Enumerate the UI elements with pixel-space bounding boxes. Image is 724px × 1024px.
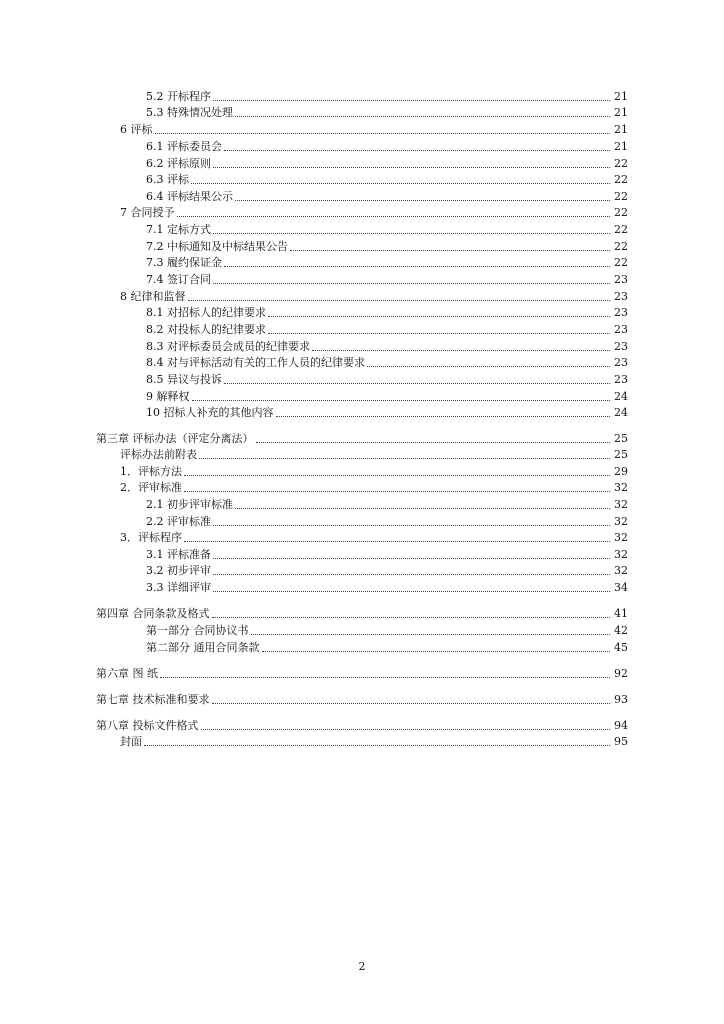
toc-entry-page: 23 bbox=[614, 273, 628, 286]
toc-entry-page: 22 bbox=[614, 256, 628, 269]
toc-entry-page: 92 bbox=[614, 667, 628, 680]
toc-entry-label: 3.3 详细评审 bbox=[146, 581, 211, 594]
toc-entry-page: 23 bbox=[614, 306, 628, 319]
toc-entry-label: 8.2 对投标人的纪律要求 bbox=[146, 323, 266, 336]
toc-entry[interactable] bbox=[0, 605, 724, 621]
toc-leader-dots bbox=[188, 299, 611, 301]
toc-leader-dots bbox=[212, 702, 611, 704]
toc-entry-page: 24 bbox=[614, 390, 628, 403]
toc-leader-dots bbox=[290, 249, 610, 251]
toc-leader-dots bbox=[224, 149, 610, 151]
toc-leader-dots bbox=[199, 457, 610, 459]
toc-entry[interactable] bbox=[0, 579, 724, 595]
toc-entry-label: 5.3 特殊情况处理 bbox=[146, 106, 233, 119]
toc-entry[interactable] bbox=[0, 404, 724, 420]
toc-leader-dots bbox=[213, 557, 610, 559]
toc-entry[interactable] bbox=[0, 691, 724, 707]
toc-leader-dots bbox=[268, 332, 610, 334]
toc-leader-dots bbox=[213, 99, 610, 101]
toc-entry-page: 95 bbox=[614, 735, 628, 748]
toc-entry-label: 第六章 图 纸 bbox=[96, 667, 158, 680]
toc-entry[interactable] bbox=[0, 204, 724, 220]
toc-entry[interactable] bbox=[0, 622, 724, 638]
toc-entry-page: 41 bbox=[614, 607, 628, 620]
toc-entry-page: 93 bbox=[614, 693, 628, 706]
toc-entry-label: 第三章 评标办法（评定分离法） bbox=[96, 432, 254, 445]
toc-leader-dots bbox=[155, 132, 611, 134]
toc-entry-label: 1．评标方法 bbox=[120, 465, 182, 478]
toc-entry-page: 21 bbox=[614, 106, 628, 119]
toc-entry-label: 8.3 对评标委员会成员的纪律要求 bbox=[146, 340, 310, 353]
toc-leader-dots bbox=[160, 676, 610, 678]
toc-entry-label: 3.2 初步评审 bbox=[146, 564, 211, 577]
toc-entry-page: 32 bbox=[614, 564, 628, 577]
toc-entry[interactable] bbox=[0, 288, 724, 304]
toc-entry-label: 2．评审标准 bbox=[120, 481, 182, 494]
toc-entry-page: 23 bbox=[614, 373, 628, 386]
toc-entry-page: 45 bbox=[614, 641, 628, 654]
toc-leader-dots bbox=[213, 590, 610, 592]
toc-entry-page: 25 bbox=[614, 432, 628, 445]
toc-entry-page: 32 bbox=[614, 498, 628, 511]
toc-leader-dots bbox=[184, 474, 610, 476]
toc-entry[interactable] bbox=[0, 479, 724, 495]
toc-entry[interactable] bbox=[0, 463, 724, 479]
toc-entry-label: 评标办法前附表 bbox=[120, 448, 197, 461]
toc-leader-dots bbox=[184, 490, 610, 492]
toc-leader-dots bbox=[251, 633, 611, 635]
toc-entry-page: 22 bbox=[614, 157, 628, 170]
toc-entry-page: 32 bbox=[614, 481, 628, 494]
toc-entry-label: 6.3 评标 bbox=[146, 173, 189, 186]
toc-entry[interactable] bbox=[0, 529, 724, 545]
toc-entry-page: 23 bbox=[614, 323, 628, 336]
toc-entry-page: 32 bbox=[614, 531, 628, 544]
toc-entry-label: 6 评标 bbox=[120, 123, 153, 136]
toc-entry[interactable] bbox=[0, 155, 724, 171]
toc-entry-label: 7.2 中标通知及中标结果公告 bbox=[146, 240, 288, 253]
toc-entry-page: 22 bbox=[614, 223, 628, 236]
toc-entry-label: 7.4 签订合同 bbox=[146, 273, 211, 286]
toc-entry[interactable] bbox=[0, 271, 724, 287]
toc-entry[interactable] bbox=[0, 188, 724, 204]
toc-leader-dots bbox=[224, 265, 610, 267]
toc-entry-page: 21 bbox=[614, 140, 628, 153]
toc-entry-label: 8 纪律和监督 bbox=[120, 290, 186, 303]
toc-entry[interactable] bbox=[0, 88, 724, 104]
toc-entry-page: 94 bbox=[614, 719, 628, 732]
toc-entry-label: 第二部分 通用合同条款 bbox=[146, 641, 260, 654]
toc-entry-label: 8.5 异议与投诉 bbox=[146, 373, 222, 386]
toc-entry-page: 42 bbox=[614, 624, 628, 637]
toc-entry-page: 22 bbox=[614, 190, 628, 203]
toc-entry[interactable] bbox=[0, 717, 724, 733]
toc-entry-label: 7.3 履约保证金 bbox=[146, 256, 222, 269]
toc-entry[interactable] bbox=[0, 354, 724, 370]
toc-entry[interactable] bbox=[0, 665, 724, 681]
toc-leader-dots bbox=[213, 232, 610, 234]
toc-entry-page: 29 bbox=[614, 465, 628, 478]
toc-entry-label: 7.1 定标方式 bbox=[146, 223, 211, 236]
toc-entry-page: 32 bbox=[614, 548, 628, 561]
toc-entry-label: 2.1 初步评审标准 bbox=[146, 498, 233, 511]
toc-entry-label: 9 解释权 bbox=[146, 390, 190, 403]
toc-leader-dots bbox=[213, 573, 610, 575]
toc-entry[interactable] bbox=[0, 321, 724, 337]
toc-entry[interactable] bbox=[0, 430, 724, 446]
toc-entry[interactable] bbox=[0, 733, 724, 749]
toc-leader-dots bbox=[184, 540, 610, 542]
toc-entry-page: 21 bbox=[614, 123, 628, 136]
toc-entry[interactable] bbox=[0, 171, 724, 187]
toc-entry-label: 第八章 投标文件格式 bbox=[96, 719, 199, 732]
toc-entry[interactable] bbox=[0, 513, 724, 529]
page-number: 2 bbox=[358, 960, 366, 973]
toc-entry[interactable] bbox=[0, 446, 724, 462]
toc-leader-dots bbox=[144, 744, 610, 746]
toc-entry-label: 6.1 评标委员会 bbox=[146, 140, 222, 153]
toc-leader-dots bbox=[213, 166, 610, 168]
toc-entry-page: 25 bbox=[614, 448, 628, 461]
toc-leader-dots bbox=[312, 349, 610, 351]
toc-entry[interactable] bbox=[0, 221, 724, 237]
toc-leader-dots bbox=[213, 282, 610, 284]
toc-entry-label: 第七章 技术标准和要求 bbox=[96, 693, 210, 706]
toc-entry-page: 24 bbox=[614, 406, 628, 419]
toc-entry-page: 23 bbox=[614, 340, 628, 353]
toc-entry-label: 8.4 对与评标活动有关的工作人员的纪律要求 bbox=[146, 356, 365, 369]
toc-entry[interactable] bbox=[0, 546, 724, 562]
toc-entry-page: 23 bbox=[614, 290, 628, 303]
toc-leader-dots bbox=[256, 441, 611, 443]
toc-leader-dots bbox=[201, 728, 611, 730]
toc-entry-label: 5.2 开标程序 bbox=[146, 90, 211, 103]
toc-leader-dots bbox=[192, 399, 611, 401]
toc-entry[interactable] bbox=[0, 388, 724, 404]
toc-entry[interactable] bbox=[0, 639, 724, 655]
toc-entry-label: 8.1 对招标人的纪律要求 bbox=[146, 306, 266, 319]
toc-entry[interactable] bbox=[0, 104, 724, 120]
toc-entry[interactable] bbox=[0, 562, 724, 578]
toc-entry-label: 3．评标程序 bbox=[120, 531, 182, 544]
toc-leader-dots bbox=[367, 365, 610, 367]
toc-entry[interactable] bbox=[0, 121, 724, 137]
toc-entry-page: 32 bbox=[614, 515, 628, 528]
toc-leader-dots bbox=[224, 382, 610, 384]
toc-entry-page: 21 bbox=[614, 90, 628, 103]
toc-entry[interactable] bbox=[0, 496, 724, 512]
toc-entry-label: 封面 bbox=[120, 735, 142, 748]
toc-entry-label: 3.1 评标准备 bbox=[146, 548, 211, 561]
toc-entry[interactable] bbox=[0, 304, 724, 320]
toc-entry-label: 7 合同授予 bbox=[120, 206, 175, 219]
toc-leader-dots bbox=[191, 182, 610, 184]
toc-entry-label: 2.2 评审标准 bbox=[146, 515, 211, 528]
toc-leader-dots bbox=[262, 650, 611, 652]
toc-leader-dots bbox=[212, 616, 611, 618]
toc-entry[interactable] bbox=[0, 254, 724, 270]
toc-leader-dots bbox=[276, 415, 611, 417]
toc-entry-page: 22 bbox=[614, 206, 628, 219]
toc-entry-label: 第一部分 合同协议书 bbox=[146, 624, 249, 637]
toc-leader-dots bbox=[177, 215, 611, 217]
toc-entry-label: 6.4 评标结果公示 bbox=[146, 190, 233, 203]
toc-leader-dots bbox=[268, 315, 610, 317]
toc-entry[interactable] bbox=[0, 238, 724, 254]
toc-leader-dots bbox=[235, 115, 610, 117]
toc-entry-label: 6.2 评标原则 bbox=[146, 157, 211, 170]
toc-entry-label: 第四章 合同条款及格式 bbox=[96, 607, 210, 620]
toc-entry-page: 22 bbox=[614, 240, 628, 253]
toc-entry-page: 23 bbox=[614, 356, 628, 369]
toc-leader-dots bbox=[235, 199, 610, 201]
toc-entry-page: 34 bbox=[614, 581, 628, 594]
toc-entry-label: 10 招标人补充的其他内容 bbox=[146, 406, 274, 419]
toc-entry-page: 22 bbox=[614, 173, 628, 186]
toc-leader-dots bbox=[213, 524, 610, 526]
toc-leader-dots bbox=[235, 507, 610, 509]
toc-entry[interactable] bbox=[0, 138, 724, 154]
toc-entry[interactable] bbox=[0, 338, 724, 354]
toc-entry[interactable] bbox=[0, 371, 724, 387]
